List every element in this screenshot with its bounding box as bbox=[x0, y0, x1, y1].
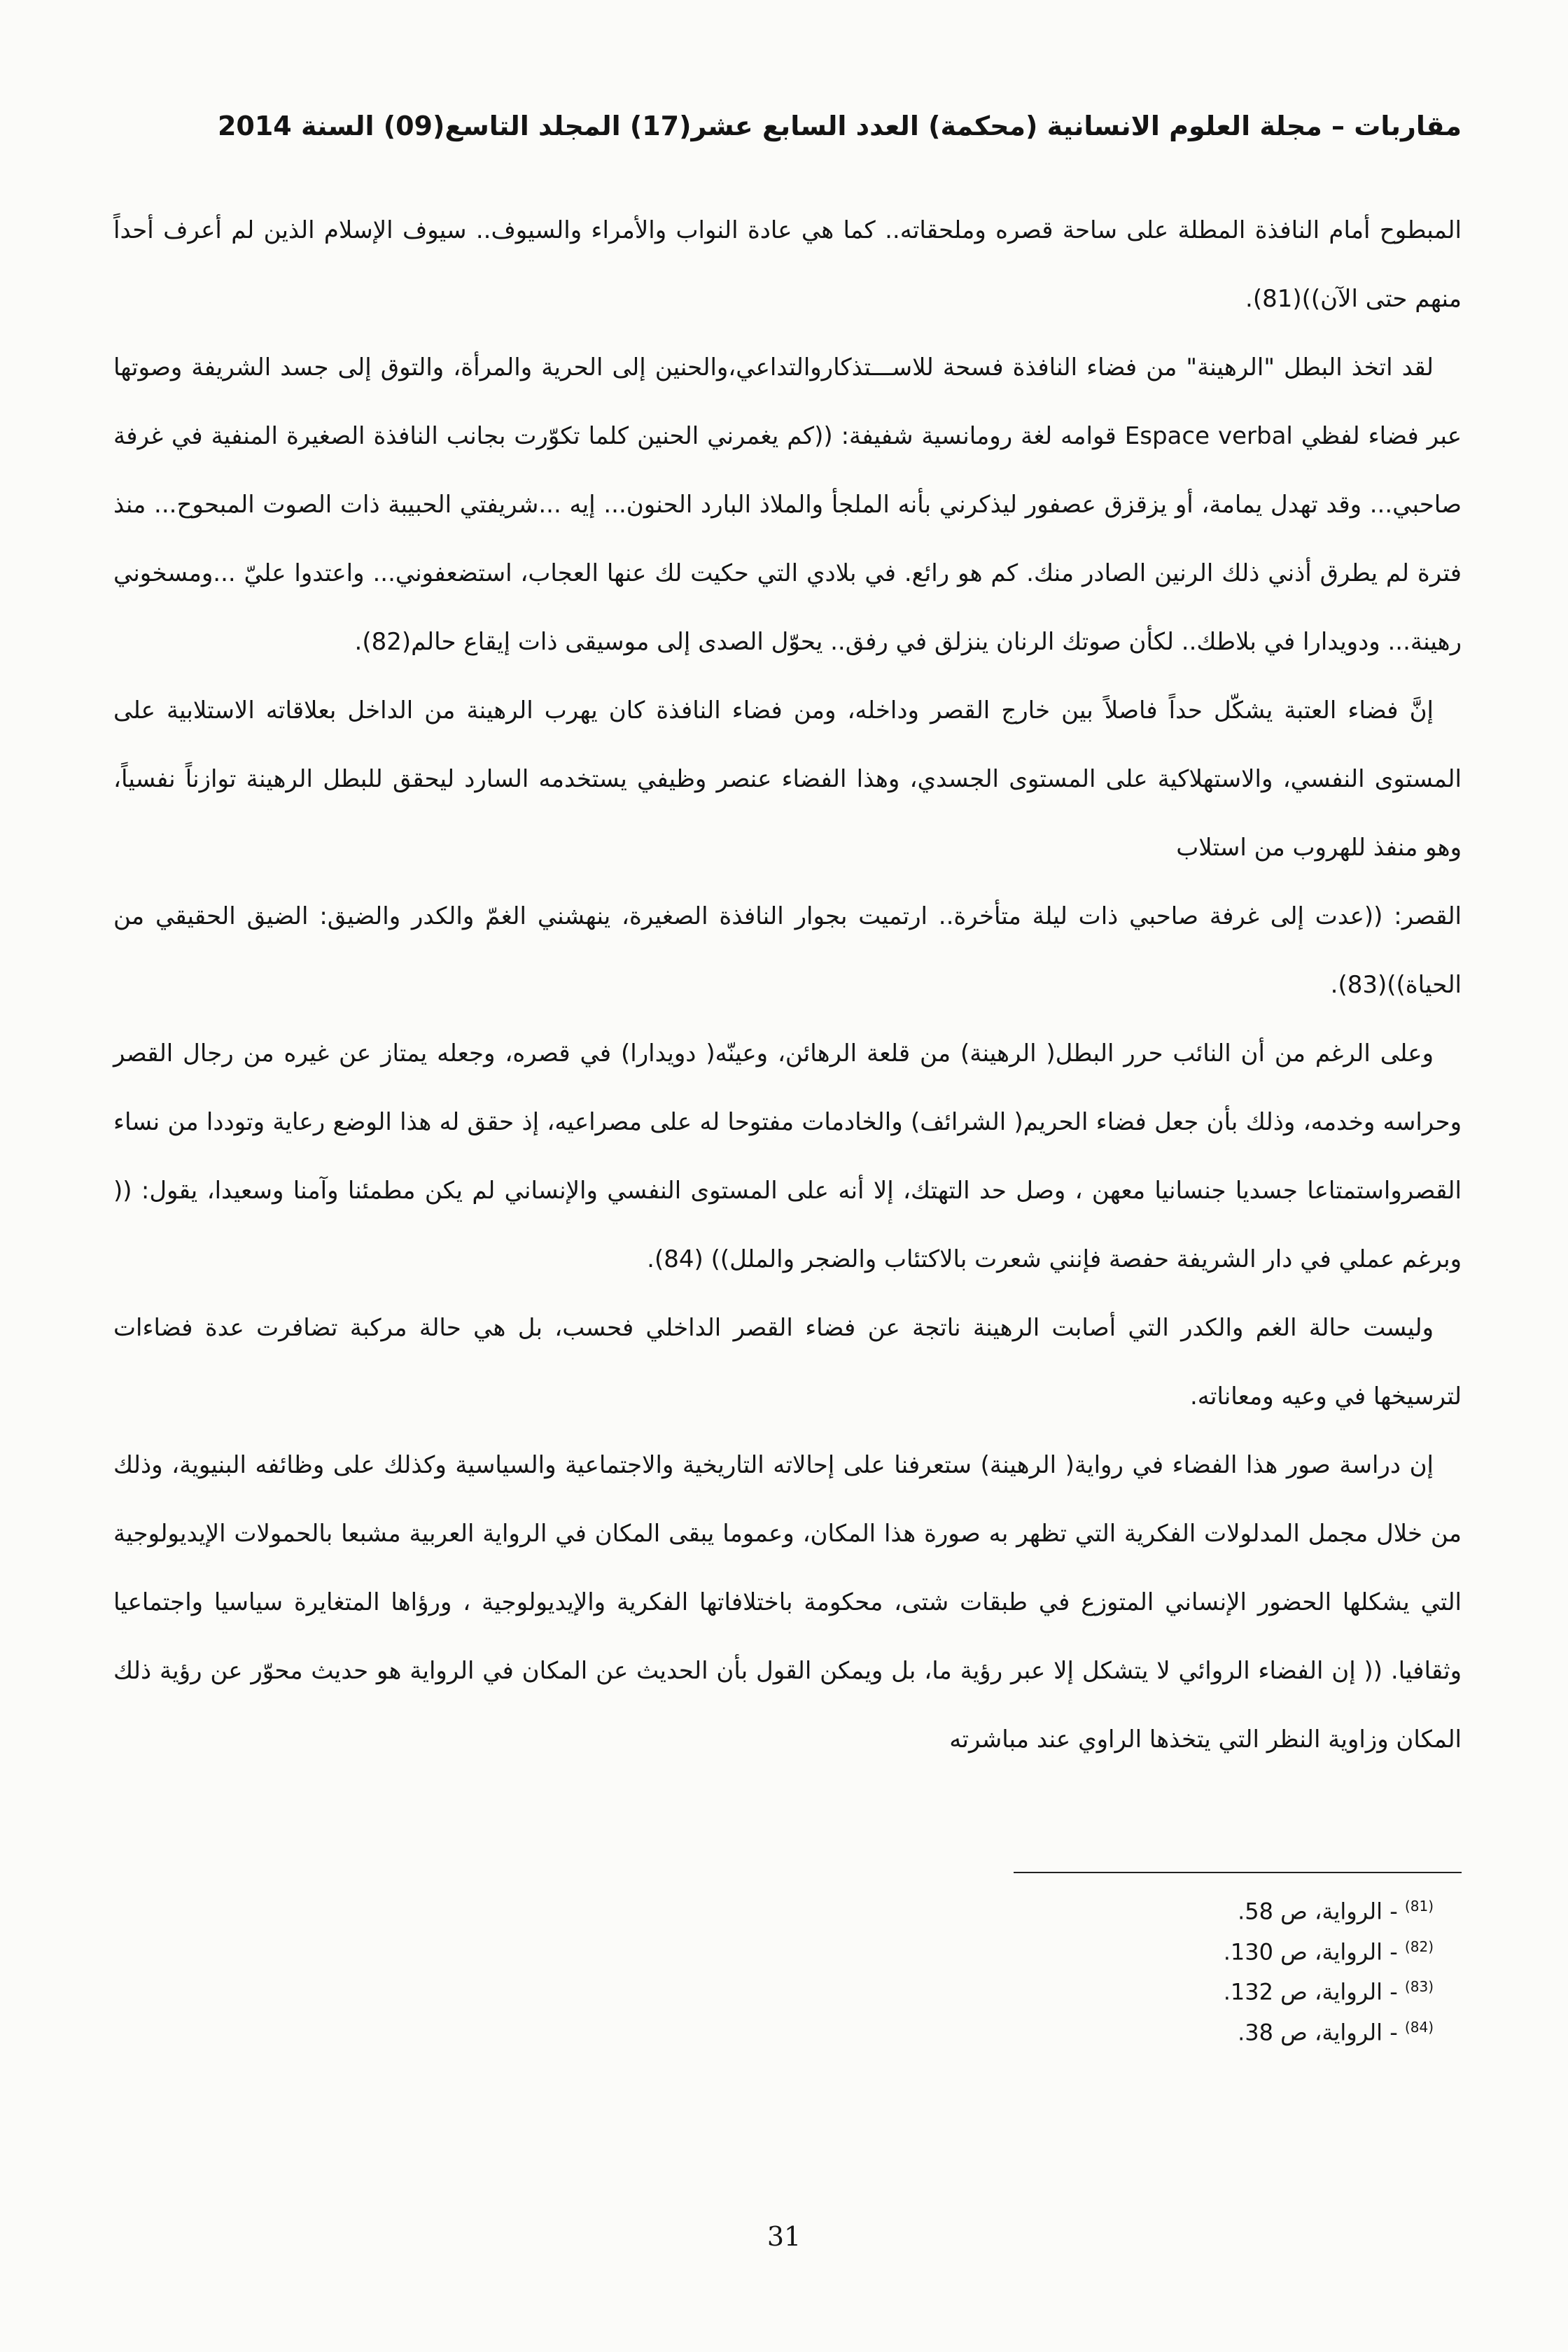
footnotes bbox=[113, 1889, 1434, 2050]
footnote-text: - الرواية، ص 132. bbox=[1223, 1978, 1398, 2005]
footnote-text: - الرواية، ص 38. bbox=[1238, 2019, 1398, 2046]
page-number: 31 bbox=[766, 2221, 802, 2252]
footnote-mark: (84) bbox=[1404, 2018, 1434, 2036]
paragraph-3: إنَّ فضاء العتبة يشكّل حداً فاصلاً بين خارج القصر وداخله، ومن فضاء النافذة كان يهرب الرهينة من الداخل بعلاقاته الاستلابية على المستوى النفسي، والاستهلاكية على المستوى الجسدي، وهذا الفضاء عنصر وظيفي يستخدمه السارد ليحقق للبطل الرهينة توازناً نفسياً، وهو منفذ للهروب من استلاب bbox=[113, 696, 1462, 862]
footnote-mark: (81) bbox=[1404, 1898, 1434, 1914]
footnote-83 bbox=[113, 1969, 1434, 2010]
article-body bbox=[113, 196, 1462, 1774]
footnote-divider bbox=[1014, 1872, 1462, 1873]
footnote-text: - الرواية، ص 58. bbox=[1238, 1898, 1398, 1925]
running-header: مقاربات – مجلة العلوم الانسانية (محكمة) العدد السابع عشر(17) المجلد التاسع(09) السنة 2014 bbox=[217, 111, 1462, 141]
footnote-81 bbox=[113, 1889, 1434, 1929]
footnote-84 bbox=[113, 2010, 1434, 2050]
paragraph-7: إن دراسة صور هذا الفضاء في رواية( الرهينة) ستعرفنا على إحالاته التاريخية والاجتماعية والسياسية وكذلك على وظائفه البنيوية، وذلك من خلال مجمل المدلولات الفكرية التي تظهر به صورة هذا المكان، وعموما يبقى المكان في الرواية العربية مشبعا بالحمولات الإيديولوجية التي يشكلها الحضور الإنساني المتوزع في طبقات شتى، محكومة باختلافاتها الفكرية والإيديولوجية ، ورؤاها المتغايرة سياسيا واجتماعيا وثقافيا. (( إن الفضاء الروائي لا يتشكل إلا عبر رؤية ما، بل ويمكن القول بأن الحديث عن المكان في الرواية هو حديث محوّر عن رؤية ذلك المكان وزاوية النظر التي يتخذها الراوي عند مباشرته bbox=[113, 1451, 1462, 1754]
footnote-82 bbox=[113, 1929, 1434, 1970]
paragraph-1: المبطوح أمام النافذة المطلة على ساحة قصره وملحقاته.. كما هي عادة النواب والأمراء والسيوف.. سيوف الإسلام الذين لم أعرف أحداً منهم حتى الآن))(81). bbox=[113, 216, 1462, 313]
paragraph-4: القصر: ((عدت إلى غرفة صاحبي ذات ليلة متأخرة.. ارتميت بجوار النافذة الصغيرة، ينهشني الغمّ والكدر والضيق: الضيق الحقيقي من الحياة))(83). bbox=[113, 902, 1462, 999]
paragraph-6: وليست حالة الغم والكدر التي أصابت الرهينة ناتجة عن فضاء القصر الداخلي فحسب، بل هي حالة مركبة تضافرت عدة فضاءات لترسيخها في وعيه ومعاناته. bbox=[113, 1314, 1462, 1410]
paragraph-2: لقد اتخذ البطل "الرهينة" من فضاء النافذة فسحة للاســـتذكاروالتداعي،والحنين إلى الحرية والمرأة، والتوق إلى جسد الشريفة وصوتها عبر فضاء لفظي Espace verbal قوامه لغة رومانسية شفيفة: ((كم يغمرني الحنين كلما تكوّرت بجانب النافذة الصغيرة المنفية في غرفة صاحبي... وقد تهدل يمامة، أو يزقزق عصفور ليذكرني بأنه الملجأ والملاذ البارد الحنون... إيه ...شريفتي الحبيبة ذات الصوت المبحوح... منذ فترة لم يطرق أذني ذلك الرنين الصادر منك. كم هو رائع. في بلادي التي حكيت لك عنها العجاب، استضعفوني... واعتدوا عليّ ...ومسخوني رهينة... ودويدارا في بلاطك.. لكأن صوتك الرنان ينزلق في رفق.. يحوّل الصدى إلى موسيقى ذات إيقاع حالم(82). bbox=[113, 354, 1462, 656]
footnote-mark: (83) bbox=[1404, 1978, 1434, 1996]
footnote-mark: (82) bbox=[1404, 1938, 1434, 1955]
footnote-text: - الرواية، ص 130. bbox=[1223, 1938, 1398, 1966]
paragraph-5: وعلى الرغم من أن النائب حرر البطل( الرهينة) من قلعة الرهائن، وعينّه( دويدارا) في قصره، وجعله يمتاز عن غيره من رجال القصر وحراسه وخدمه، وذلك بأن جعل فضاء الحريم( الشرائف) والخادمات مفتوحا له على مصراعيه، إذ حقق له هذا الوضع رعاية وتوددا من نساء القصرواستمتاعا جسديا جنسانيا معهن ، وصل حد التهتك، إلا أنه على المستوى النفسي والإنساني لم يكن مطمئنا وآمنا وسعيدا، يقول: (( وبرغم عملي في دار الشريفة حفصة فإنني شعرت بالاكتئاب والضجر والملل)) (84). bbox=[113, 1040, 1462, 1273]
